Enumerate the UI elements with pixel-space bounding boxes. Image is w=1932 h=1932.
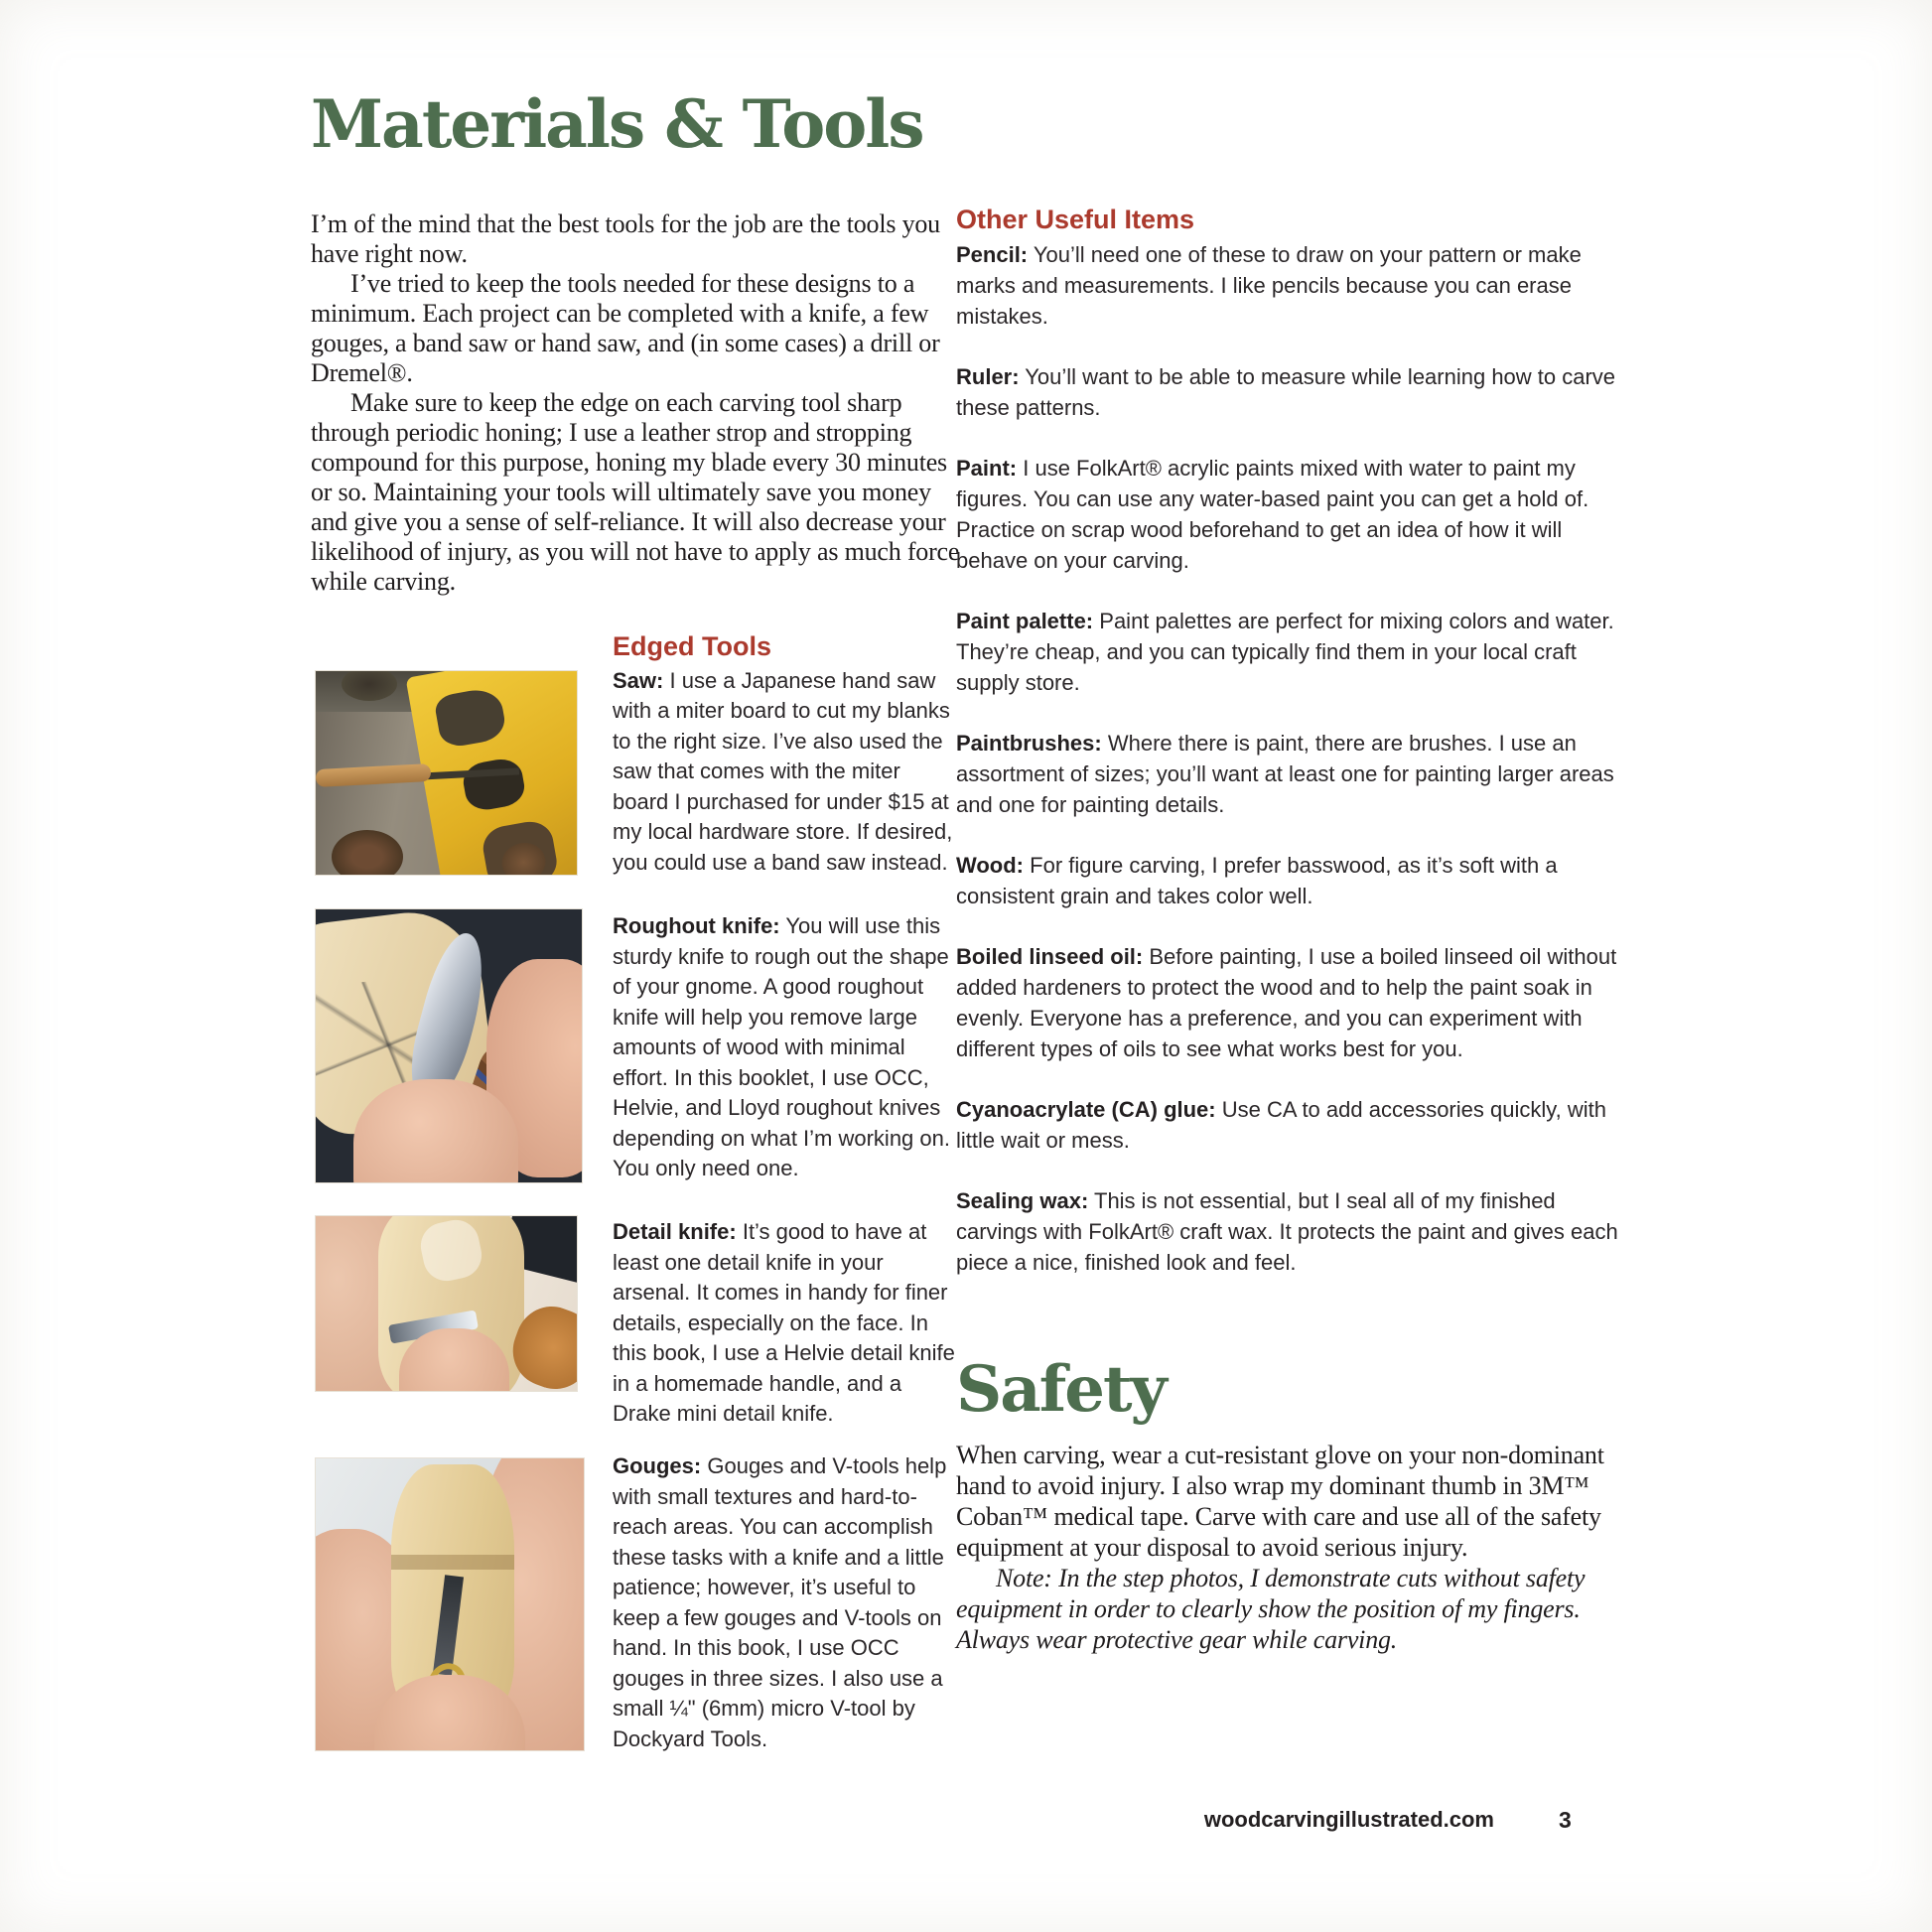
rusty-disc: [332, 830, 403, 876]
saw-handle: [316, 763, 432, 787]
item-paintbrushes: Paintbrushes: Where there is paint, there are brushes. I use an assortment of sizes; you’ll want at least one for painting larger areas and one for painting details.: [956, 731, 1614, 817]
tool-item-detail-knife: Detail knife: It’s good to have at least one detail knife in your arsenal. It comes in handy for finer details, especially on the face. In this book, I use a Helvie detail knife in a homemade handle, and a Drake mini detail knife.: [613, 1219, 955, 1426]
item-paint-palette: Paint palette: Paint palettes are perfect for mixing colors and water. They’re cheap, and you can typically find them in your local craft supply store.: [956, 609, 1614, 695]
safety-paragraph: When carving, wear a cut-resistant glove on your non-dominant hand to avoid injury. I also wrap my dominant thumb in 3M™ Coban™ medical tape. Carve with care and use all of the safety equipment at your disposal to avoid serious injury.: [956, 1441, 1604, 1562]
intro-paragraph-1: I’m of the mind that the best tools for the job are the tools you have right now.: [311, 209, 940, 268]
item-pencil: Pencil: You’ll need one of these to draw on your pattern or make marks and measurements. I like pencils because you can erase mistakes.: [956, 242, 1582, 329]
item-wood: Wood: For figure carving, I prefer basswood, as it’s soft with a consistent grain and takes color well.: [956, 853, 1558, 908]
safety-heading: Safety: [956, 1352, 1166, 1427]
thumb: [353, 1079, 518, 1184]
saw-photo: [315, 670, 578, 876]
roughout-knife-photo: [315, 908, 583, 1183]
tool-item-roughout-knife: Roughout knife: You will use this sturdy knife to rough out the shape of your gnome. A good roughout knife will help you remove large amounts of wood with minimal effort. In this booklet, I use OCC, Helvie, and Lloyd roughout knives depending on what I’m working on. You only need one.: [613, 913, 950, 1180]
edged-tools-heading: Edged Tools: [613, 631, 771, 661]
intro-paragraph-3: Make sure to keep the edge on each carving tool sharp through periodic honing; I use a leather strop and stropping compound for this purpose, honing my blade every 30 minutes or so. Maintaining your tools will ultimately save you money and give you a sense of self-reliance. It will also decrease your likelihood of injury, as you will not have to apply as much force while carving.: [311, 388, 960, 596]
tool-item-gouges: Gouges: Gouges and V-tools help with small textures and hard-to-reach areas. You can accomplish these tasks with a knife and a little patience; however, it’s useful to keep a few gouges and V-tools on hand. In this book, I use OCC gouges in three sizes. I also use a small ¼" (6mm) micro V-tool by Dockyard Tools.: [613, 1453, 947, 1751]
item-paint: Paint: I use FolkArt® acrylic paints mixed with water to paint my figures. You can use any water-based paint you can get a hold of. Practice on scrap wood beforehand to get an idea of how it will behave on your carving.: [956, 456, 1589, 573]
item-ca-glue: Cyanoacrylate (CA) glue: Use CA to add accessories quickly, with little wait or mess.: [956, 1097, 1606, 1153]
footer-website: woodcarvingillustrated.com: [1203, 1807, 1494, 1832]
safety-text: [956, 1440, 1619, 1655]
footer-page-number: 3: [1559, 1807, 1572, 1833]
page-title: Materials & Tools: [311, 85, 923, 163]
item-sealing-wax: Sealing wax: This is not essential, but I seal all of my finished carvings with FolkArt® craft wax. It protects the paint and gives each piece a nice, finished look and feel.: [956, 1188, 1618, 1275]
detail-knife-photo: [315, 1215, 578, 1392]
item-ruler: Ruler: You’ll want to be able to measure while learning how to carve these patterns.: [956, 364, 1616, 420]
gouges-photo: [315, 1457, 585, 1751]
intro-paragraph-2: I’ve tried to keep the tools needed for these designs to a minimum. Each project can be completed with a knife, a few gouges, a band saw or hand saw, and (in some cases) a drill or Dremel®.: [311, 269, 940, 387]
item-boiled-linseed-oil: Boiled linseed oil: Before painting, I use a boiled linseed oil without added hardeners to protect the wood and to help the paint soak in evenly. Everyone has a preference, and you can experiment with different types of oils to see what works best for you.: [956, 944, 1617, 1061]
safety-note: Note: In the step photos, I demonstrate cuts without safety equipment in order to clearly show the position of my fingers. Always wear protective gear while carving.: [956, 1564, 1586, 1654]
other-items-heading: Other Useful Items: [956, 205, 1195, 234]
intro-text: [311, 209, 966, 597]
other-useful-items-section: [956, 205, 1623, 1308]
edged-tools-section: [613, 631, 955, 878]
tool-item-saw: Saw: I use a Japanese hand saw with a miter board to cut my blanks to the right size. I’ve also used the saw that comes with the miter board I purchased for under $15 at my local hardware store. If desired, you could use a band saw instead.: [613, 667, 953, 875]
